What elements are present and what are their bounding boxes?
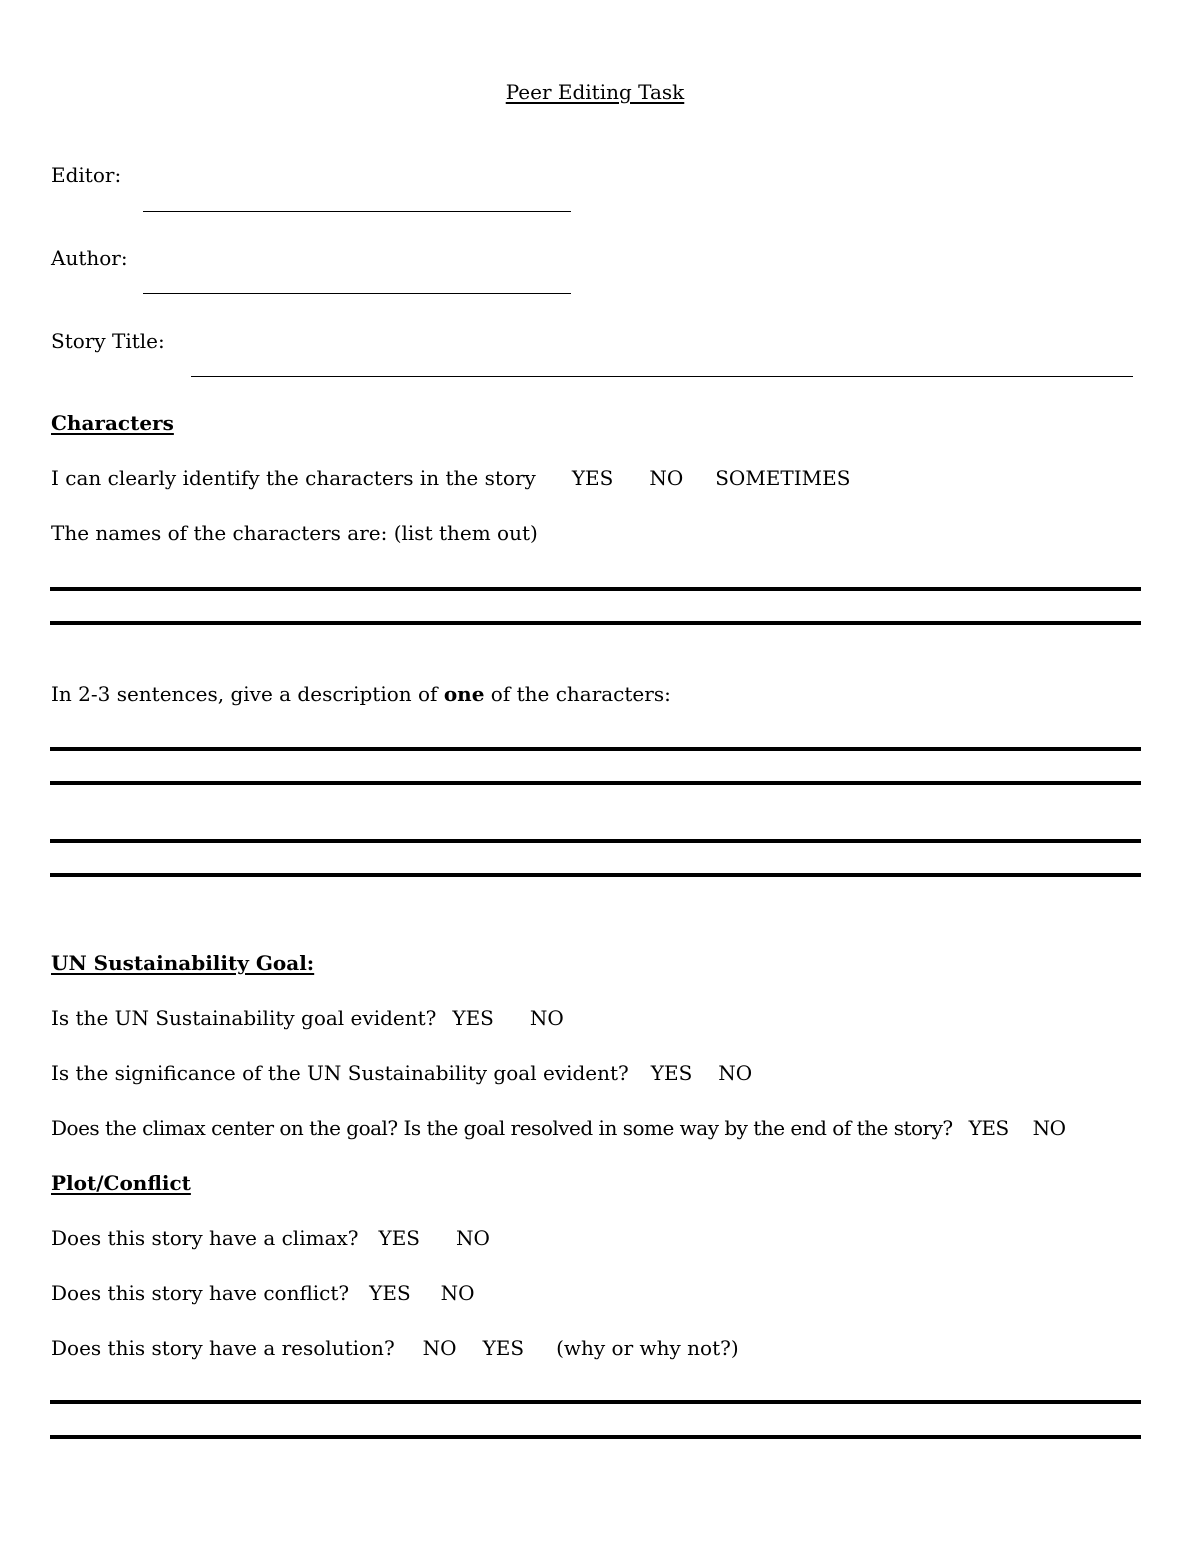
un-goal-q3-no[interactable]: NO (1032, 1116, 1066, 1140)
plot-q2-yes[interactable]: YES (369, 1281, 411, 1305)
story-title-label: Story Title: (51, 329, 165, 353)
author-blank[interactable] (143, 293, 571, 294)
un-goal-q1-yes[interactable]: YES (452, 1006, 494, 1030)
answer-line[interactable] (50, 1435, 1141, 1439)
characters-q3 (51, 684, 671, 704)
plot-q3-yes[interactable]: YES (482, 1336, 525, 1360)
answer-line[interactable] (50, 621, 1141, 625)
plot-q3-text: Does this story have a resolution? (51, 1336, 395, 1360)
un-goal-q1-text: Is the UN Sustainability goal evident? (51, 1006, 437, 1030)
plot-q1-no[interactable]: NO (456, 1226, 490, 1250)
un-goal-q1 (51, 1008, 564, 1028)
answer-line[interactable] (50, 1400, 1141, 1404)
un-goal-q2-yes[interactable]: YES (650, 1061, 693, 1085)
answer-line[interactable] (50, 839, 1141, 843)
plot-q3-note: (why or why not?) (556, 1336, 739, 1360)
plot-q1 (51, 1228, 490, 1248)
un-goal-q2-no[interactable]: NO (718, 1061, 753, 1085)
un-goal-q3-yes[interactable]: YES (968, 1116, 1009, 1140)
plot-q1-yes[interactable]: YES (378, 1226, 421, 1250)
characters-q1 (51, 468, 850, 488)
characters-heading: Characters (51, 411, 174, 435)
editor-blank[interactable] (143, 211, 571, 212)
un-goal-q2 (51, 1063, 752, 1083)
characters-q1-sometimes[interactable]: SOMETIMES (715, 466, 851, 490)
answer-line[interactable] (50, 781, 1141, 785)
un-goal-heading: UN Sustainability Goal: (51, 951, 315, 975)
characters-q2: The names of the characters are: (list them out) (51, 521, 538, 545)
editor-label: Editor: (51, 163, 122, 187)
un-goal-q1-no[interactable]: NO (529, 1006, 564, 1030)
answer-line[interactable] (50, 747, 1141, 751)
characters-q1-text: I can clearly identify the characters in the story (51, 466, 536, 490)
un-goal-q3-text: Does the climax center on the goal? Is the goal resolved in some way by the end of the story? (51, 1116, 953, 1140)
story-title-blank[interactable] (191, 376, 1133, 377)
author-label: Author: (51, 246, 128, 270)
un-goal-q3 (51, 1118, 1066, 1138)
plot-q1-text: Does this story have a climax? (51, 1226, 359, 1250)
characters-q3-bold: one (443, 682, 485, 706)
answer-line[interactable] (50, 587, 1141, 591)
characters-q1-yes[interactable]: YES (571, 466, 614, 490)
plot-q3 (51, 1338, 739, 1358)
page-title: Peer Editing Task (505, 80, 685, 104)
characters-q3-suffix: of the characters: (484, 682, 671, 706)
plot-q2 (51, 1283, 475, 1303)
plot-heading: Plot/Conflict (51, 1171, 191, 1195)
plot-q2-no[interactable]: NO (440, 1281, 475, 1305)
un-goal-q2-text: Is the significance of the UN Sustainability goal evident? (51, 1061, 629, 1085)
plot-q3-no[interactable]: NO (422, 1336, 457, 1360)
plot-q2-text: Does this story have conflict? (51, 1281, 350, 1305)
characters-q1-no[interactable]: NO (649, 466, 684, 490)
characters-q3-prefix: In 2-3 sentences, give a description of (51, 682, 444, 706)
answer-line[interactable] (50, 873, 1141, 877)
